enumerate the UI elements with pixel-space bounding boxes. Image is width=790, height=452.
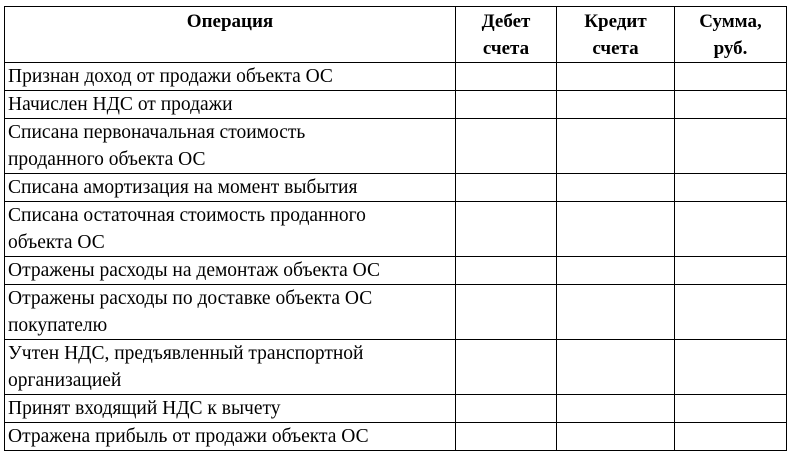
header-credit-line2: счета — [592, 38, 639, 59]
credit-cell — [557, 395, 675, 423]
sum-cell — [675, 423, 787, 451]
operation-text: Списана остаточная стоимость проданного — [8, 205, 366, 226]
debit-cell — [456, 174, 557, 202]
operation-text-cont: объекта ОС — [8, 232, 105, 253]
operation-text: Отражены расходы по доставке объекта ОС — [8, 288, 373, 309]
credit-cell — [557, 340, 675, 395]
table-row — [5, 91, 787, 119]
sum-cell — [675, 285, 787, 340]
credit-cell — [557, 202, 675, 257]
debit-cell — [456, 119, 557, 174]
header-credit — [557, 7, 675, 63]
operation-cell — [5, 174, 456, 202]
header-sum-line1: Сумма, — [699, 11, 762, 32]
debit-cell — [456, 340, 557, 395]
header-row — [5, 7, 787, 63]
credit-cell — [557, 257, 675, 285]
header-sum — [675, 7, 787, 63]
operations-table — [4, 6, 787, 451]
table-row — [5, 174, 787, 202]
operation-cell — [5, 423, 456, 451]
operation-text: Начислен НДС от продажи — [8, 94, 233, 115]
table-row — [5, 423, 787, 451]
operation-cell — [5, 91, 456, 119]
debit-cell — [456, 395, 557, 423]
header-debit — [456, 7, 557, 63]
operation-text-cont: организацией — [8, 370, 122, 391]
table-row — [5, 119, 787, 174]
credit-cell — [557, 423, 675, 451]
debit-cell — [456, 202, 557, 257]
debit-cell — [456, 423, 557, 451]
header-debit-line1: Дебет — [481, 11, 531, 32]
table-row — [5, 285, 787, 340]
table-row — [5, 340, 787, 395]
operation-cell — [5, 202, 456, 257]
sum-cell — [675, 257, 787, 285]
table-row — [5, 63, 787, 91]
header-debit-line2: счета — [482, 38, 530, 59]
operation-cell — [5, 119, 456, 174]
operation-text: Принят входящий НДС к вычету — [8, 398, 281, 419]
debit-cell — [456, 257, 557, 285]
operation-text: Отражены расходы на демонтаж объекта ОС — [8, 260, 381, 281]
operation-text: Отражена прибыль от продажи объекта ОС — [8, 426, 369, 447]
operation-cell — [5, 285, 456, 340]
operation-text: Списана амортизация на момент выбытия — [8, 177, 358, 198]
table-row — [5, 395, 787, 423]
sum-cell — [675, 395, 787, 423]
operation-text: Признан доход от продажи объекта ОС — [8, 66, 333, 87]
operation-text: Учтен НДС, предъявленный транспортной — [8, 343, 364, 364]
debit-cell — [456, 91, 557, 119]
credit-cell — [557, 174, 675, 202]
sum-cell — [675, 91, 787, 119]
debit-cell — [456, 285, 557, 340]
operation-cell — [5, 63, 456, 91]
table-row — [5, 202, 787, 257]
credit-cell — [557, 285, 675, 340]
debit-cell — [456, 63, 557, 91]
sum-cell — [675, 174, 787, 202]
operation-cell — [5, 257, 456, 285]
credit-cell — [557, 119, 675, 174]
header-operation-label: Операция — [186, 11, 274, 32]
sum-cell — [675, 340, 787, 395]
header-operation — [5, 7, 456, 63]
sum-cell — [675, 63, 787, 91]
operation-text-cont: покупателю — [8, 315, 108, 336]
operation-text-cont: проданного объекта ОС — [8, 149, 206, 170]
header-sum-line2: руб. — [713, 38, 748, 59]
table-row — [5, 257, 787, 285]
credit-cell — [557, 91, 675, 119]
sum-cell — [675, 119, 787, 174]
credit-cell — [557, 63, 675, 91]
header-credit-line1: Кредит — [584, 11, 647, 32]
operation-text: Списана первоначальная стоимость — [8, 122, 306, 143]
operation-cell — [5, 395, 456, 423]
operation-cell — [5, 340, 456, 395]
sum-cell — [675, 202, 787, 257]
